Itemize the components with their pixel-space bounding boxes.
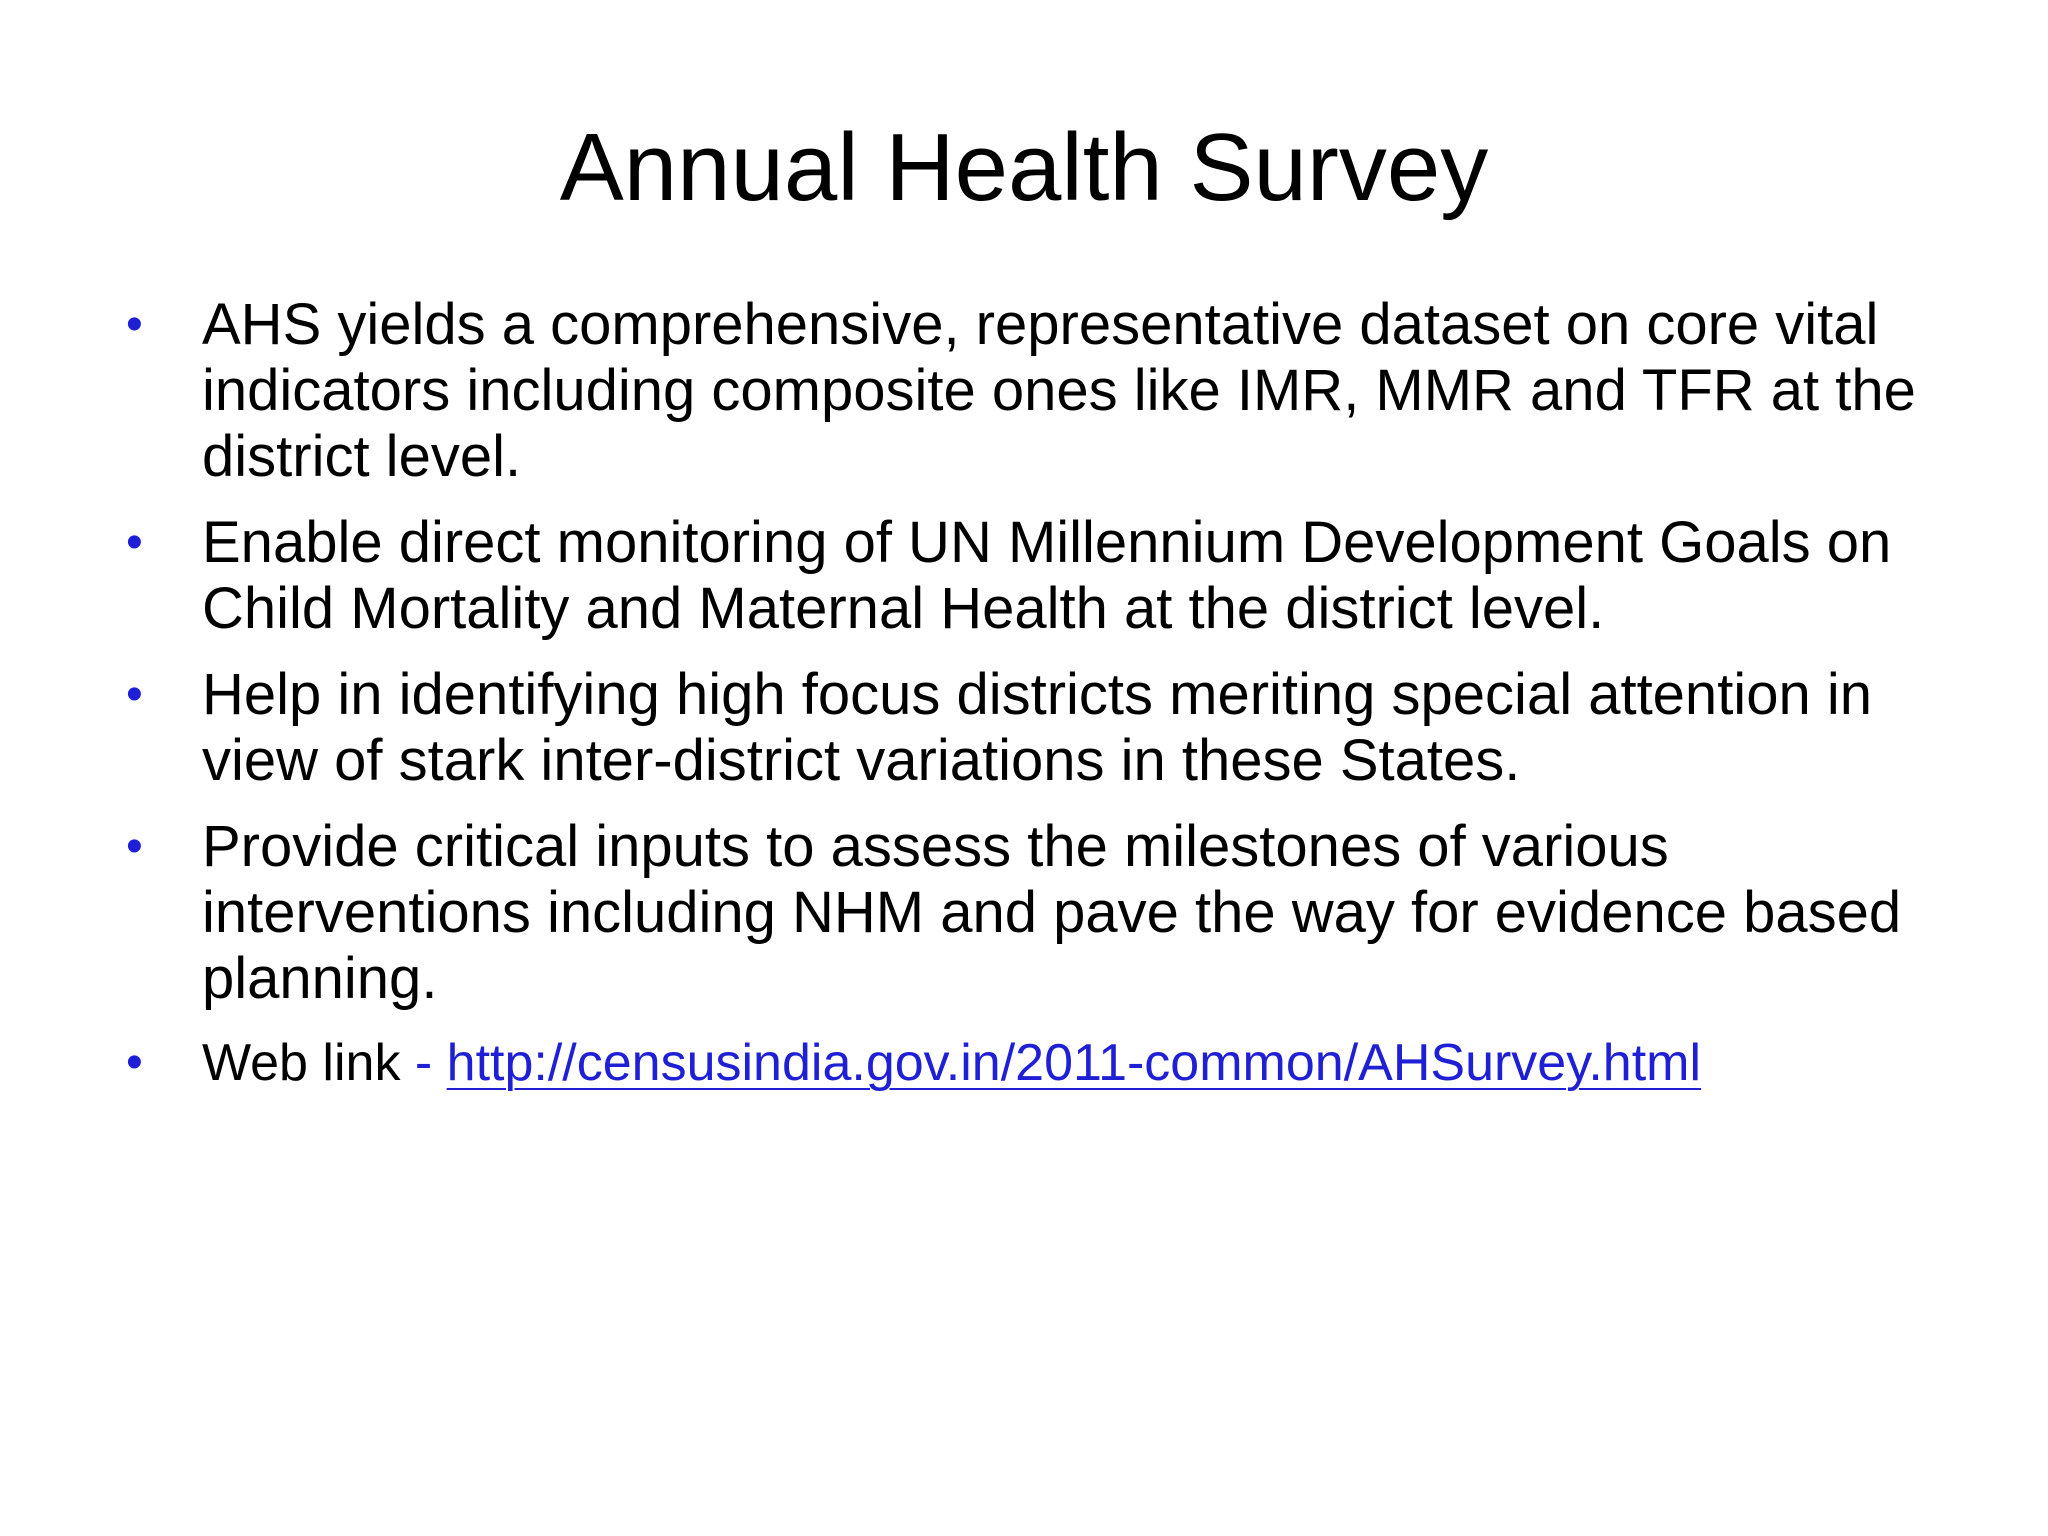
bullet-text: AHS yields a comprehensive, representative dataset on core vital indicators including composite ones like IMR, MMR and TFR at the district level. xyxy=(202,292,1916,489)
bullet-item-mdg-monitoring xyxy=(118,510,1948,642)
bullet-text: Enable direct monitoring of UN Millennium Development Goals on Child Mortality and Maternal Health at the district level. xyxy=(202,510,1892,641)
bullet-dot-icon: • xyxy=(126,1036,143,1089)
slide-title: Annual Health Survey xyxy=(559,114,1489,221)
web-link-separator: - xyxy=(400,1034,447,1092)
bullet-item-critical-inputs xyxy=(118,814,1948,1012)
bullet-item-ahs-dataset xyxy=(118,292,1948,490)
bullet-dot-icon: • xyxy=(126,298,143,351)
bullet-dot-icon: • xyxy=(126,668,143,721)
bullet-item-high-focus-districts xyxy=(118,662,1948,794)
bullet-dot-icon: • xyxy=(126,820,143,873)
bullet-text: Help in identifying high focus districts meriting special attention in view of stark inter-district variations in these States. xyxy=(202,662,1872,793)
ahs-web-link[interactable]: http://censusindia.gov.in/2011-common/AHSurvey.html xyxy=(446,1034,1702,1092)
bullet-text: Provide critical inputs to assess the milestones of various interventions including NHM and pave the way for evidence based planning. xyxy=(202,814,1902,1011)
web-link-label: Web link xyxy=(202,1034,401,1092)
bullet-list xyxy=(118,292,1948,1114)
bullet-item-web-link xyxy=(118,1032,1948,1094)
bullet-dot-icon: • xyxy=(126,516,143,569)
